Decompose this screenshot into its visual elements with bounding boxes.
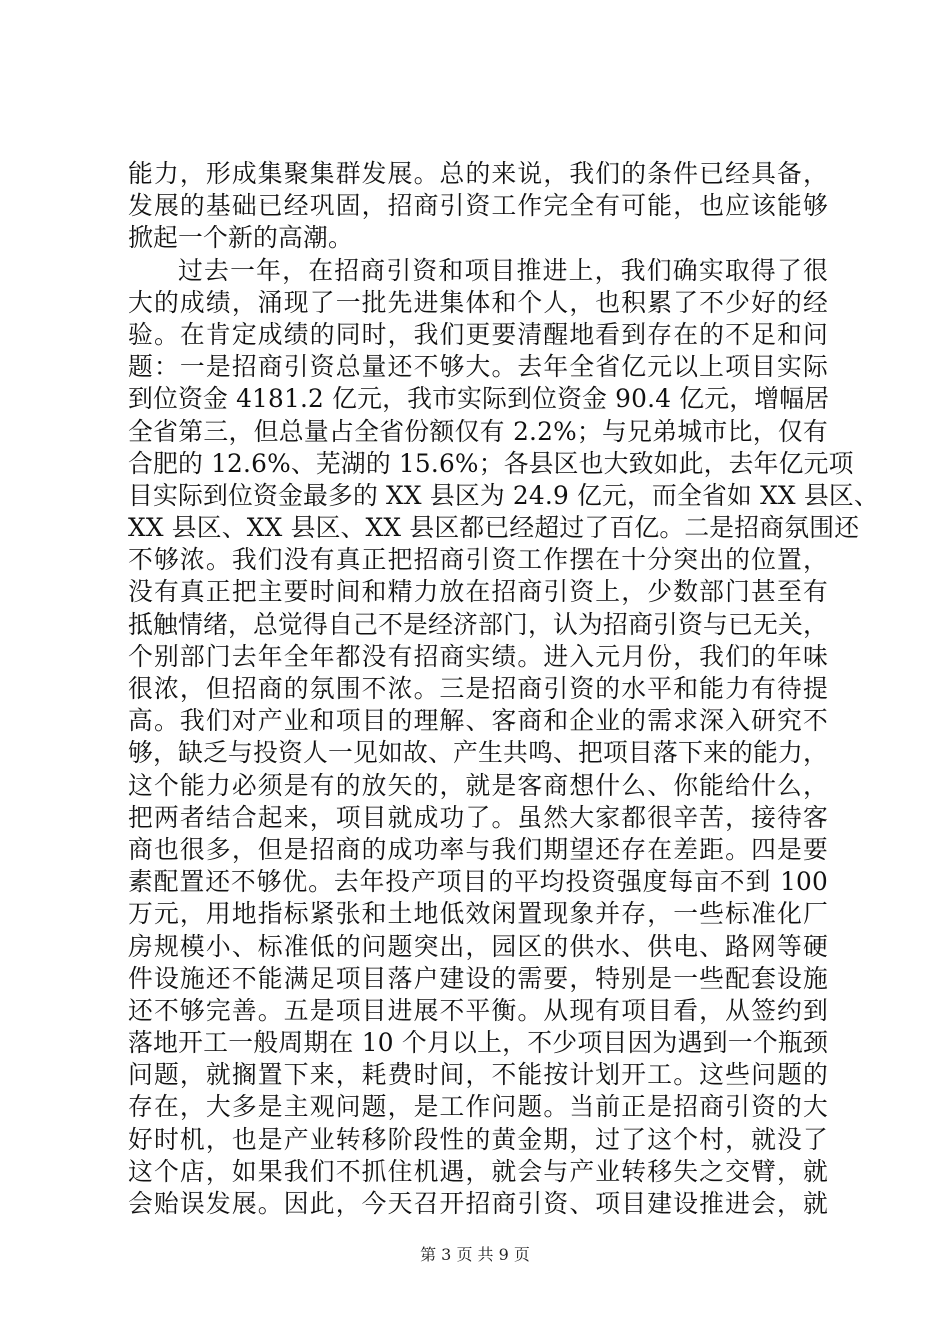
text-line: 会贻误发展。因此，今天召开招商引资、项目建设推进会，就 — [128, 1189, 828, 1218]
paragraph — [128, 158, 828, 255]
text-line: 把两者结合起来，项目就成功了。虽然大家都很辛苦，接待客 — [128, 802, 828, 832]
text-line: 还不够完善。五是项目进展不平衡。从现有项目看，从签约到 — [128, 995, 828, 1025]
text-line: 高。我们对产业和项目的理解、客商和企业的需求深入研究不 — [128, 706, 828, 736]
text-line: 问题，就搁置下来，耗费时间，不能按计划开工。这些问题的 — [128, 1060, 828, 1090]
page-footer: 第 3 页 共 9 页 — [420, 1245, 530, 1264]
text-line: 验。在肯定成绩的同时，我们更要清醒地看到存在的不足和问 — [128, 319, 828, 349]
text-line: 题：一是招商引资总量还不够大。去年全省亿元以上项目实际 — [128, 352, 828, 382]
text-line: 这个店，如果我们不抓住机遇，就会与产业转移失之交臂，就 — [128, 1156, 828, 1186]
text-line: 抵触情绪，总觉得自己不是经济部门，认为招商引资与已无关， — [128, 609, 828, 639]
paragraph — [128, 255, 879, 1221]
text-line: 素配置还不够优。去年投产项目的平均投资强度每亩不到 100 — [128, 867, 828, 897]
text-line: 过去一年，在招商引资和项目推进上，我们确实取得了很 — [178, 255, 828, 285]
text-line: 万元，用地指标紧张和土地低效闲置现象并存，一些标准化厂 — [128, 899, 828, 929]
text-line: 好时机，也是产业转移阶段性的黄金期，过了这个村，就没了 — [128, 1124, 828, 1154]
text-line: 到位资金 4181.2 亿元，我市实际到位资金 90.4 亿元，增幅居 — [128, 384, 830, 414]
text-line: 商也很多，但是招商的成功率与我们期望还存在差距。四是要 — [128, 834, 828, 864]
text-line: 件设施还不能满足项目落户建设的需要，特别是一些配套设施 — [128, 963, 828, 993]
text-line: 合肥的 12.6%、芜湖的 15.6%；各县区也大致如此，去年亿元项 — [128, 448, 854, 478]
text-line: 全省第三，但总量占全省份额仅有 2.2%；与兄弟城市比，仅有 — [128, 416, 828, 446]
text-line: 落地开工一般周期在 10 个月以上，不少项目因为遇到一个瓶颈 — [128, 1028, 828, 1058]
text-line: 发展的基础已经巩固，招商引资工作完全有可能，也应该能够 — [128, 191, 828, 221]
text-line: 这个能力必须是有的放矢的，就是客商想什么、你能给什么， — [128, 770, 828, 800]
text-line: 存在，大多是主观问题，是工作问题。当前正是招商引资的大 — [128, 1092, 828, 1122]
text-line: 掀起一个新的高潮。 — [128, 223, 353, 253]
text-line: XX 县区、XX 县区、XX 县区都已经超过了百亿。二是招商氛围还 — [128, 513, 860, 543]
text-line: 够，缺乏与投资人一见如故、产生共鸣、把项目落下来的能力， — [128, 738, 828, 768]
body-text — [128, 158, 879, 1220]
text-line: 不够浓。我们没有真正把招商引资工作摆在十分突出的位置， — [128, 545, 828, 575]
text-line: 很浓，但招商的氛围不浓。三是招商引资的水平和能力有待提 — [128, 674, 828, 703]
text-line: 能力，形成集聚集群发展。总的来说，我们的条件已经具备， — [128, 159, 828, 188]
text-line: 目实际到位资金最多的 XX 县区为 24.9 亿元，而全省如 XX 县区、 — [128, 480, 879, 510]
text-line: 大的成绩，涌现了一批先进集体和个人，也积累了不少好的经 — [128, 287, 828, 317]
text-line: 没有真正把主要时间和精力放在招商引资上，少数部门甚至有 — [128, 577, 828, 607]
text-line: 个别部门去年全年都没有招商实绩。进入元月份，我们的年味 — [128, 641, 828, 671]
text-line: 房规模小、标准低的问题突出，园区的供水、供电、路网等硬 — [128, 931, 828, 961]
